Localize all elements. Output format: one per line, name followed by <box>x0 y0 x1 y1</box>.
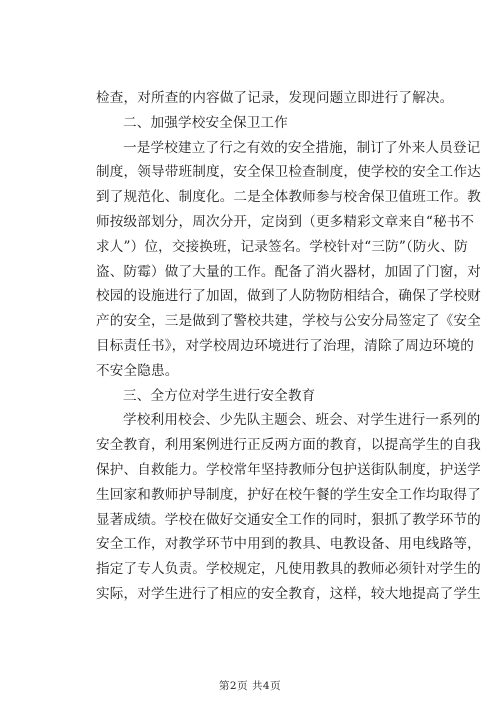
paragraph-line: 师按级部划分，周次分开，定岗到（更多精彩文章来自“秘书不 <box>96 213 475 230</box>
paragraph-line: 安全工作，对教学环节中用到的教具、电教设备、用电线路等， <box>96 536 481 553</box>
paragraph-line: 不安全隐患。 <box>96 362 179 379</box>
document-body <box>96 86 481 607</box>
paragraph-line: 一是学校建立了行之有效的安全措施，制订了外来人员登记 <box>123 139 481 156</box>
paragraph-line: 实际，对学生进行了相应的安全教育，这样，较大地提高了学生 <box>96 585 481 602</box>
paragraph-line: 显著成绩。学校在做好交通安全工作的同时，狠抓了教学环节的 <box>96 511 481 528</box>
section-heading: 二、加强学校安全保卫工作 <box>123 114 288 131</box>
paragraph-line: 到了规范化、制度化。二是全体教师参与校舍保卫值班工作。教 <box>96 189 481 206</box>
paragraph-line: 生回家和教师护导制度，护好在校午餐的学生安全工作均取得了 <box>96 486 481 503</box>
paragraph-line: 保护、自救能力。学校常年坚持教师分包护送街队制度，护送学 <box>96 461 481 478</box>
paragraph-line: 目标责任书》，对学校周边环境进行了治理，清除了周边环境的 <box>96 337 475 354</box>
paragraph-line: 产的安全，三是做到了警校共建，学校与公安分局签定了《安全 <box>96 313 481 330</box>
paragraph-line: 指定了专人负责。学校规定，凡使用教具的教师必须针对学生的 <box>96 561 481 578</box>
paragraph-line: 学校利用校会、少先队主题会、班会、对学生进行一系列的 <box>123 412 481 429</box>
section-heading: 三、全方位对学生进行安全教育 <box>123 387 316 404</box>
paragraph-line: 制度，领导带班制度，安全保卫检查制度，使学校的安全工作达 <box>96 164 481 181</box>
page-number-footer: 第2页 共4页 <box>218 680 282 692</box>
paragraph-line: 盗、防霉）做了大量的工作。配备了消火器材，加固了门窗，对 <box>96 263 481 280</box>
paragraph-line: 检查，对所查的内容做了记录，发现问题立即进行了解决。 <box>96 90 454 106</box>
paragraph-line: 求人”）位，交接换班，记录签名。学校针对“三防”（防火、防 <box>96 238 468 255</box>
paragraph-line: 安全教育，利用案例进行正反两方面的教育，以提高学生的自我 <box>96 437 481 454</box>
paragraph-line: 校园的设施进行了加固，做到了人防物防相结合，确保了学校财 <box>96 288 481 305</box>
